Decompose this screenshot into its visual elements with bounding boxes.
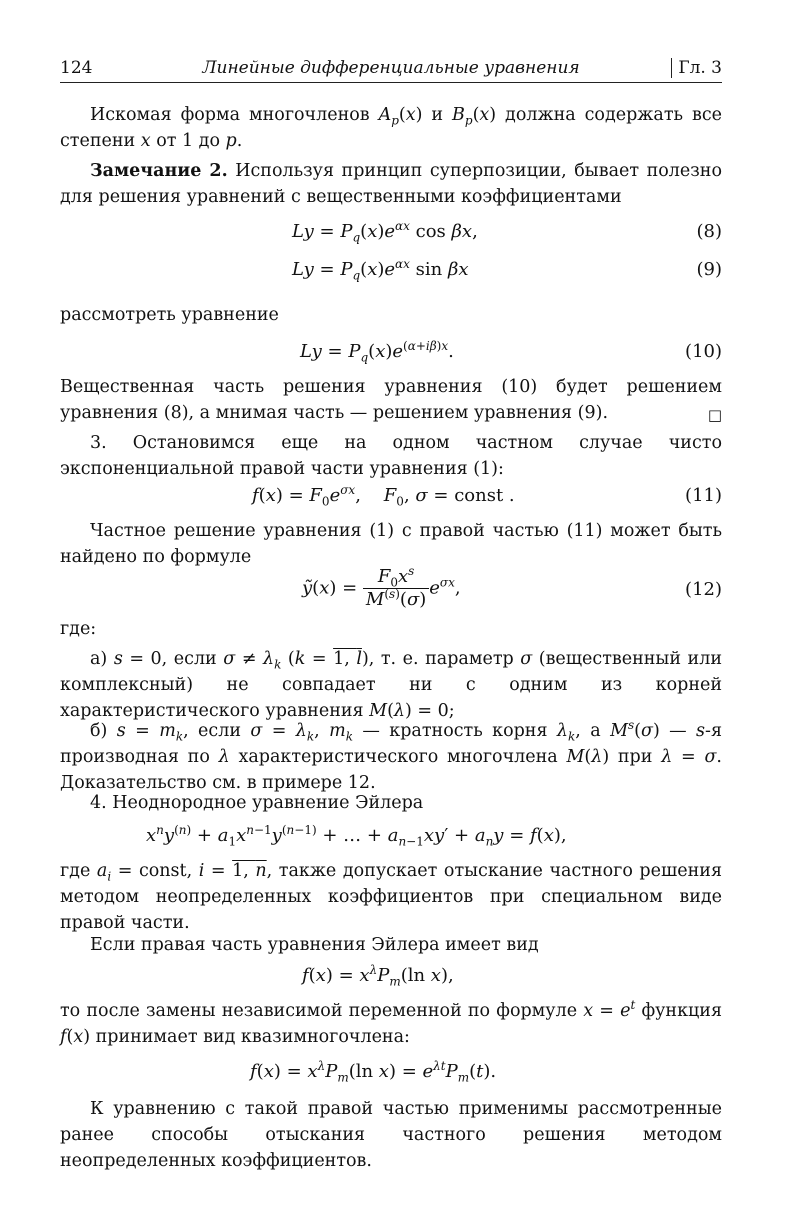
paragraph-4 xyxy=(60,374,722,428)
equation-euler-formula: $x^ny^{(n)} + a_1x^{n-1}y^{(n-1)}$ + … + $a_{n-1}xy' + a_ny = f(x)$, xyxy=(146,823,567,849)
paragraph-11: то после замены независимой переменной по формуле $x = e^t$ функция f(x) принимает вид квазимногочлена: xyxy=(60,998,722,1047)
equation-12 xyxy=(60,566,722,614)
remark-label: Замечание 2. xyxy=(90,161,228,181)
equation-10-number: (10) xyxy=(685,341,722,362)
item-b: б) $s = m_k$, если $\sigma = \lambda_k$, $m_k$ — кратность корня $\lambda_k$, а $M^s(\sigma)$ — s-я производная по λ характеристического многочлена M(λ) при λ = σ. Доказательство см. в примере 12. xyxy=(60,718,722,793)
equation-8-number: (8) xyxy=(696,221,722,242)
chapter-label: Гл. 3 xyxy=(671,58,722,78)
equation-10-formula: $Ly = P_q(x)e^{(\alpha+i\beta)x}$. xyxy=(300,339,454,365)
equation-11-number: (11) xyxy=(685,485,722,506)
qed-square-icon: □ xyxy=(707,406,722,424)
paragraph-3: рассмотреть уравнение xyxy=(60,305,279,325)
equation-fx1-formula: $f(x) = x^\lambda P_m(\ln$ x), xyxy=(302,963,454,989)
page-number: 124 xyxy=(60,58,93,78)
equation-11-formula: $f(x) = F_0e^{\sigma x}$, $F_0$, σ = const . xyxy=(252,483,515,509)
equation-12-formula: ỹ(x) = $\frac{F_0x^s}{M^{(s)}(\sigma)}$ $e^{\sigma x}$, xyxy=(302,564,461,610)
equation-9-number: (9) xyxy=(696,259,722,280)
running-title: Линейные дифференциальные уравнения xyxy=(202,58,580,78)
paragraph-12: К уравнению с такой правой частью применимы рассмотренные ранее способы отыскания частного решения методом неопределенных коэффициентов. xyxy=(60,1099,722,1171)
paragraph-1: Искомая форма многочленов $A_p(x)$ и $B_p(x)$ должна содержать все степени x от 1 до p. xyxy=(60,105,723,151)
paragraph-4-text: Вещественная часть решения уравнения (10) будет решением уравнения (8), а мнимая часть — решением уравнения (9). xyxy=(60,377,722,423)
remark-text: Используя принцип суперпозиции, бывает полезно для решения уравнений с вещественными коэффициентами xyxy=(60,161,722,207)
equation-12-number: (12) xyxy=(685,579,722,600)
paragraph-5: 3. Остановимся еще на одном частном случае чисто экспоненциальной правой части уравнения (1): xyxy=(60,433,722,479)
equation-9-formula: $Ly = P_q(x)e^{\alpha x}$ sin βx xyxy=(292,257,469,283)
paragraph-6: Частное решение уравнения (1) с правой частью (11) может быть найдено по формуле xyxy=(60,521,722,567)
paragraph-10: Если правая часть уравнения Эйлера имеет вид xyxy=(90,935,539,955)
equation-8-formula: $Ly = P_q(x)e^{\alpha x}$ cos βx, xyxy=(292,219,478,245)
paragraph-9: где $a_i$ = const, i = 1, n, также допускает отыскание частного решения методом неопределенных коэффициентов при специальном виде правой части. xyxy=(60,861,722,933)
remark-2 xyxy=(60,158,722,210)
page-header xyxy=(60,58,722,83)
book-page xyxy=(60,0,722,1216)
equation-fx2-formula: $f(x) = x^\lambda P_m(\ln$ $x) = e^{\lambda t}P_m(t)$. xyxy=(250,1059,497,1085)
equation-12-fraction: $\frac{F_0x^s}{M^{(s)}(\sigma)}$ xyxy=(363,566,429,611)
paragraph-8: 4. Неоднородное уравнение Эйлера xyxy=(90,793,424,813)
paragraph-7: где: xyxy=(60,619,97,639)
item-a: а) s = 0, если $\sigma \ne \lambda_k$ (k = 1, l), т. е. параметр σ (вещественный или комплексный) не совпадает ни с одним из корней характеристического уравнения M(λ) = 0; xyxy=(60,649,723,721)
